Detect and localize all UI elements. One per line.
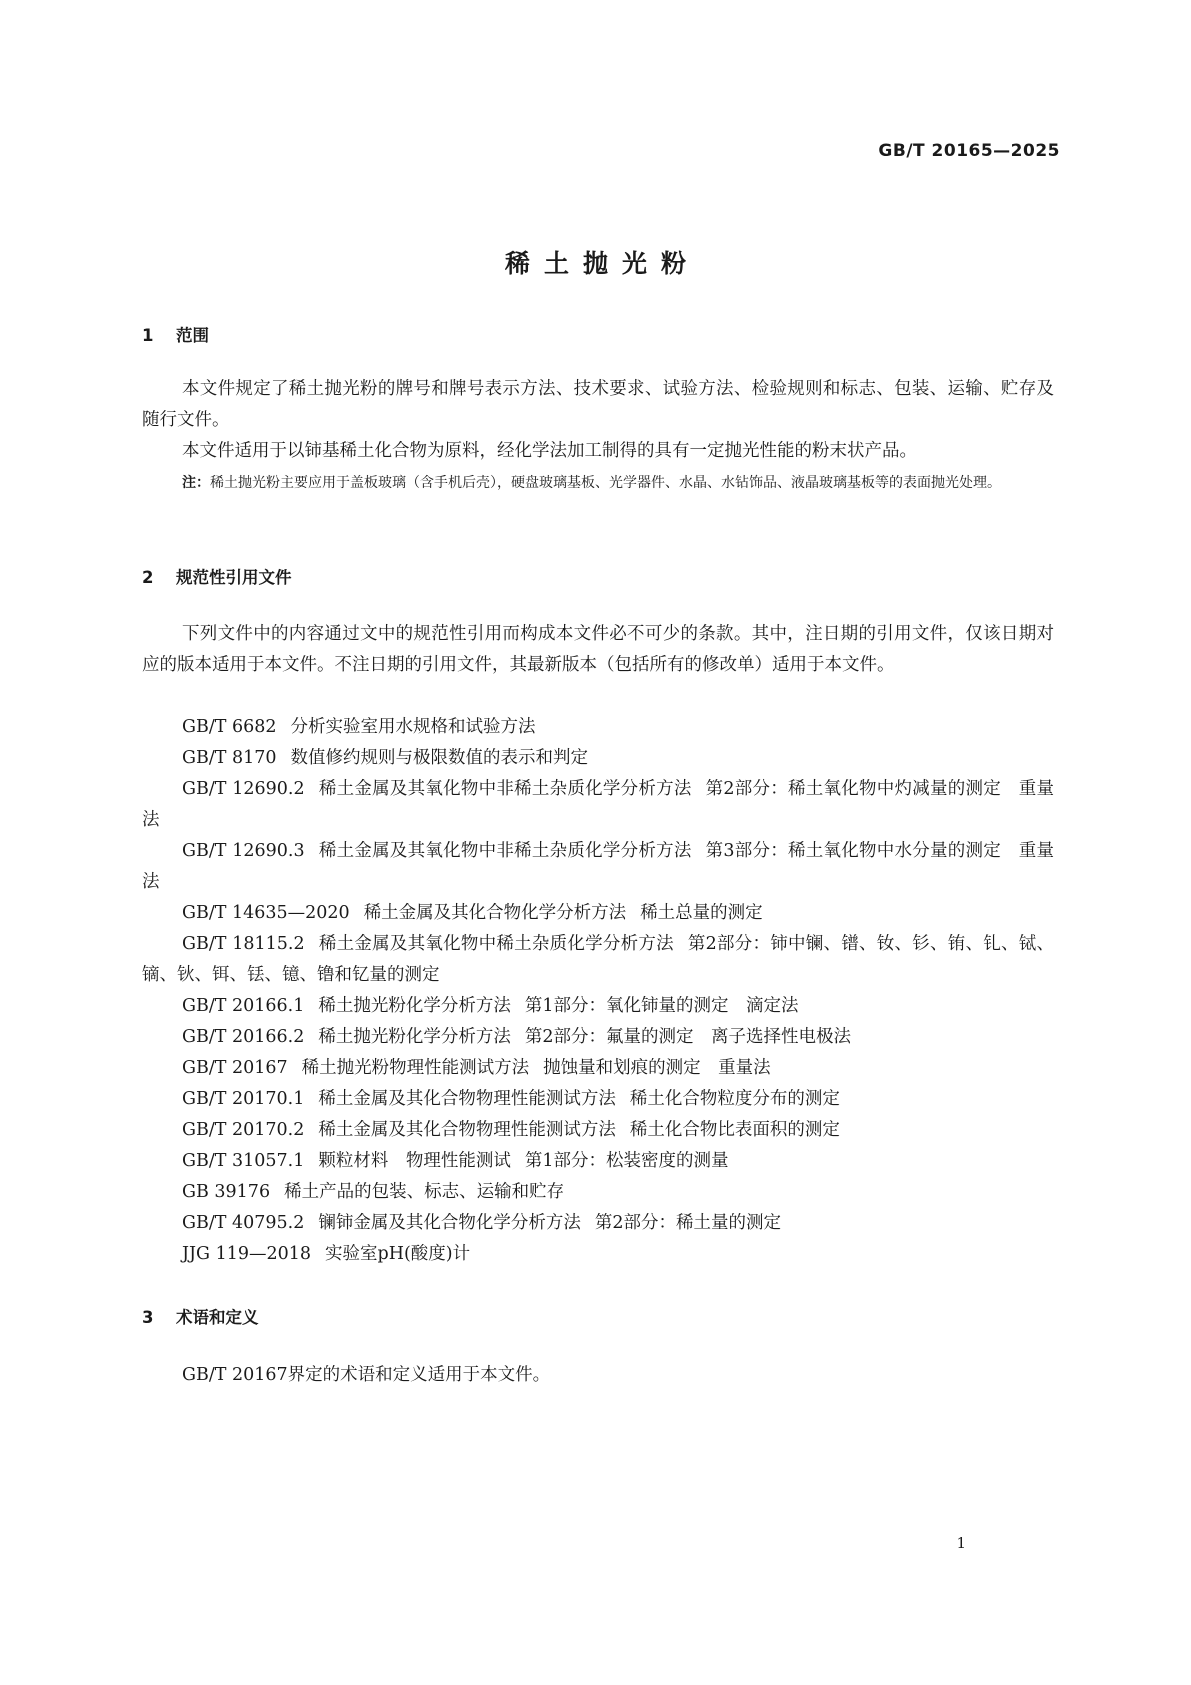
- reference-part: 第3部分：稀土氧化物中水分量的测定 重量法: [142, 841, 1054, 892]
- reference-code: GB/T 12690.2: [182, 779, 305, 799]
- reference-code: GB/T 20166.1: [182, 996, 305, 1016]
- section-title: 术语和定义: [176, 1308, 259, 1327]
- reference-title: 数值修约规则与极限数值的表示和判定: [290, 748, 589, 768]
- reference-entry: [142, 743, 1054, 774]
- reference-title: 稀土金属及其化合物化学分析方法: [363, 903, 627, 923]
- reference-code: GB/T 12690.3: [182, 841, 305, 861]
- page-number: 1: [956, 1534, 966, 1552]
- reference-code: GB/T 8170: [182, 748, 277, 768]
- scope-note: [182, 469, 1086, 497]
- reference-part: 第2部分：稀土氧化物中灼减量的测定 重量法: [142, 779, 1054, 830]
- reference-entry: [142, 929, 1054, 991]
- section-title: 规范性引用文件: [176, 568, 292, 587]
- reference-code: GB/T 18115.2: [182, 934, 305, 954]
- reference-title: 稀土抛光粉化学分析方法: [318, 996, 511, 1016]
- reference-title: 实验室pH(酸度)计: [325, 1244, 471, 1264]
- note-text: 稀土抛光粉主要应用于盖板玻璃（含手机后壳），硬盘玻璃基板、光学器件、水晶、水钻饰品、液晶玻璃基板等的表面抛光处理。: [210, 475, 1001, 491]
- reference-entry: [142, 898, 1054, 929]
- reference-title: 分析实验室用水规格和试验方法: [290, 717, 536, 737]
- reference-part: 第2部分：稀土量的测定: [594, 1213, 781, 1233]
- reference-code: GB/T 20167: [182, 1058, 288, 1078]
- reference-code: GB/T 20170.2: [182, 1120, 305, 1140]
- reference-code: GB 39176: [182, 1182, 271, 1202]
- reference-part: 稀土总量的测定: [640, 903, 763, 923]
- section-number: 2: [142, 568, 154, 587]
- terms-paragraph: GB/T 20167界定的术语和定义适用于本文件。: [182, 1365, 551, 1385]
- reference-entry: [142, 1115, 1054, 1146]
- reference-title: 稀土金属及其氧化物中非稀土杂质化学分析方法: [318, 841, 692, 861]
- section-2-heading: [142, 564, 292, 588]
- reference-part: 稀土化合物粒度分布的测定: [629, 1089, 840, 1109]
- reference-code: GB/T 14635—2020: [182, 903, 350, 923]
- document-title: 稀土抛光粉: [504, 249, 700, 278]
- reference-entry: [142, 1239, 1054, 1270]
- reference-code: JJG 119—2018: [182, 1244, 312, 1264]
- scope-paragraph-1: 本文件规定了稀土抛光粉的牌号和牌号表示方法、技术要求、试验方法、检验规则和标志、包装、运输、贮存及随行文件。: [142, 379, 1054, 430]
- references-intro: 下列文件中的内容通过文中的规范性引用而构成本文件必不可少的条款。其中，注日期的引用文件，仅该日期对应的版本适用于本文件。不注日期的引用文件，其最新版本（包括所有的修改单）适用于本文件。: [142, 624, 1054, 675]
- reference-title: 稀土金属及其化合物物理性能测试方法: [318, 1120, 616, 1140]
- reference-title: 稀土金属及其氧化物中稀土杂质化学分析方法: [318, 934, 674, 954]
- reference-title: 稀土金属及其氧化物中非稀土杂质化学分析方法: [318, 779, 692, 799]
- reference-title: 镧铈金属及其化合物化学分析方法: [318, 1213, 581, 1233]
- reference-entry: [142, 1084, 1054, 1115]
- reference-entry: [142, 1022, 1054, 1053]
- reference-entry: [142, 1146, 1054, 1177]
- reference-title: 稀土金属及其化合物物理性能测试方法: [318, 1089, 616, 1109]
- reference-part: 第1部分：氧化铈量的测定 滴定法: [524, 996, 799, 1016]
- reference-code: GB/T 20170.1: [182, 1089, 305, 1109]
- reference-title: 稀土抛光粉物理性能测试方法: [301, 1058, 530, 1078]
- reference-code: GB/T 20166.2: [182, 1027, 305, 1047]
- reference-title: 稀土产品的包装、标志、运输和贮存: [284, 1182, 565, 1202]
- reference-code: GB/T 40795.2: [182, 1213, 305, 1233]
- reference-entry: [142, 1208, 1054, 1239]
- reference-code: GB/T 6682: [182, 717, 277, 737]
- section-3-heading: [142, 1304, 259, 1328]
- reference-part: 第1部分：松装密度的测量: [524, 1151, 729, 1171]
- reference-entry: [142, 1177, 1054, 1208]
- reference-part: 稀土化合物比表面积的测定: [629, 1120, 840, 1140]
- section-number: 1: [142, 326, 154, 345]
- section-1-heading: [142, 322, 209, 346]
- section-title: 范围: [176, 326, 209, 345]
- scope-paragraph-2: 本文件适用于以铈基稀土化合物为原料，经化学法加工制得的具有一定抛光性能的粉末状产品。: [182, 441, 917, 461]
- reference-title: 颗粒材料 物理性能测试: [318, 1151, 511, 1171]
- reference-part: 抛蚀量和划痕的测定 重量法: [543, 1058, 771, 1078]
- reference-entry: [142, 1053, 1054, 1084]
- reference-entry: [142, 774, 1054, 836]
- reference-entry: [142, 712, 1054, 743]
- standard-code: GB/T 20165—2025: [878, 141, 1060, 161]
- reference-title: 稀土抛光粉化学分析方法: [318, 1027, 511, 1047]
- reference-entry: [142, 836, 1054, 898]
- reference-entry: [142, 991, 1054, 1022]
- reference-code: GB/T 31057.1: [182, 1151, 305, 1171]
- reference-part: 第2部分：氟量的测定 离子选择性电极法: [524, 1027, 851, 1047]
- note-label: 注：: [182, 475, 210, 491]
- reference-part: 第2部分：铈中镧、镨、钕、钐、铕、钆、铽、镝、钬、铒、铥、镱、镥和钇量的测定: [142, 934, 1054, 985]
- section-number: 3: [142, 1308, 154, 1327]
